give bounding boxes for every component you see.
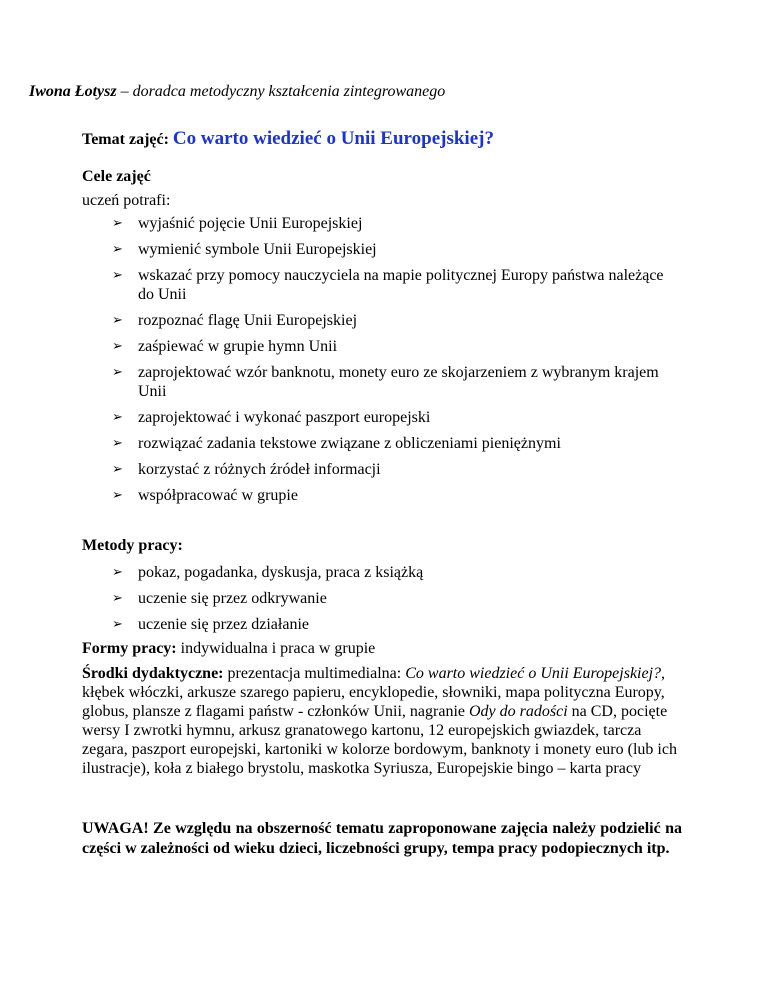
- means-text-1: prezentacja multimedialna:: [223, 665, 406, 682]
- list-item-text: zaprojektować i wykonać paszport europejski: [138, 409, 431, 426]
- arrow-bullet-icon: ➢: [112, 488, 123, 503]
- topic-line: [82, 128, 494, 150]
- arrow-bullet-icon: ➢: [112, 365, 123, 380]
- arrow-bullet-icon: ➢: [112, 436, 123, 451]
- list-item-text: wskazać przy pomocy nauczyciela na mapie politycznej Europy państwa należące do Unii: [138, 267, 664, 303]
- arrow-bullet-icon: ➢: [112, 313, 123, 328]
- song-title: Ody do radości: [469, 703, 568, 720]
- goals-heading: Cele zajęć: [82, 168, 151, 185]
- list-item: [112, 214, 682, 233]
- methods-list: [112, 563, 682, 641]
- author-name: Iwona Łotysz: [29, 83, 117, 100]
- arrow-bullet-icon: ➢: [112, 591, 123, 606]
- list-item: [112, 434, 682, 453]
- author-line: [29, 83, 445, 101]
- list-item-text: współpracować w grupie: [138, 487, 298, 504]
- topic-label: Temat zajęć:: [82, 131, 173, 148]
- list-item: [112, 266, 682, 304]
- list-item-text: zaprojektować wzór banknotu, monety euro ze skojarzeniem z wybranym krajem Unii: [138, 364, 659, 400]
- list-item: [112, 563, 682, 582]
- arrow-bullet-icon: ➢: [112, 268, 123, 283]
- list-item: [112, 615, 682, 634]
- arrow-bullet-icon: ➢: [112, 339, 123, 354]
- arrow-bullet-icon: ➢: [112, 242, 123, 257]
- goals-intro: uczeń potrafi:: [82, 192, 171, 209]
- forms-label: Formy pracy:: [82, 640, 177, 657]
- means-paragraph: [82, 664, 682, 778]
- arrow-bullet-icon: ➢: [112, 565, 123, 580]
- arrow-bullet-icon: ➢: [112, 617, 123, 632]
- presentation-title: Co warto wiedzieć o Unii Europejskiej?,: [405, 665, 666, 682]
- means-label: Środki dydaktyczne:: [82, 665, 224, 682]
- warning-note: UWAGA! Ze względu na obszerność tematu zaproponowane zajęcia należy podzielić na części w zależności od wieku dzieci, liczebności grupy, tempa pracy podopiecznych itp.: [82, 820, 682, 857]
- means-text-2: kłębek włóczki, arkusze szarego papieru, encyklopedie, słowniki, mapa polityczna Europy, globus, plansze z flagami państw - członków Unii, nagranie: [82, 684, 665, 720]
- list-item: [112, 460, 682, 479]
- list-item-text: korzystać z różnych źródeł informacji: [138, 461, 381, 478]
- list-item-text: rozwiązać zadania tekstowe związane z obliczeniami pieniężnymi: [138, 435, 561, 452]
- list-item: [112, 337, 682, 356]
- list-item-text: wyjaśnić pojęcie Unii Europejskiej: [138, 215, 363, 232]
- author-role: – doradca metodyczny kształcenia zintegrowanego: [116, 83, 446, 100]
- methods-heading: Metody pracy:: [82, 537, 183, 554]
- list-item: [112, 486, 682, 505]
- list-item-text: zaśpiewać w grupie hymn Unii: [138, 338, 338, 355]
- forms-line: [82, 640, 375, 658]
- list-item-text: rozpoznać flagę Unii Europejskiej: [138, 312, 358, 329]
- arrow-bullet-icon: ➢: [112, 410, 123, 425]
- list-item: [112, 311, 682, 330]
- arrow-bullet-icon: ➢: [112, 216, 123, 231]
- list-item-text: wymienić symbole Unii Europejskiej: [138, 241, 377, 258]
- list-item-text: pokaz, pogadanka, dyskusja, praca z książką: [138, 564, 424, 581]
- list-item-text: uczenie się przez działanie: [138, 616, 309, 633]
- list-item: [112, 408, 682, 427]
- means-text-3: na CD, pocięte wersy I zwrotki hymnu, arkusz granatowego kartonu, 12 europejskich gwiazdek, tarcza zegara, paszport europejski, kartoniki w kolorze bordowym, banknoty i monety euro (lub ich ilustracje), koła z białego brystolu, maskotka Syriusza, Europejskie bingo – karta pracy: [82, 703, 677, 777]
- list-item: [112, 240, 682, 259]
- list-item: [112, 589, 682, 608]
- list-item: [112, 363, 682, 401]
- goals-list: [112, 214, 682, 512]
- list-item-text: uczenie się przez odkrywanie: [138, 590, 327, 607]
- arrow-bullet-icon: ➢: [112, 462, 123, 477]
- forms-text: indywidualna i praca w grupie: [176, 640, 376, 657]
- page-title: Co warto wiedzieć o Unii Europejskiej?: [172, 128, 494, 149]
